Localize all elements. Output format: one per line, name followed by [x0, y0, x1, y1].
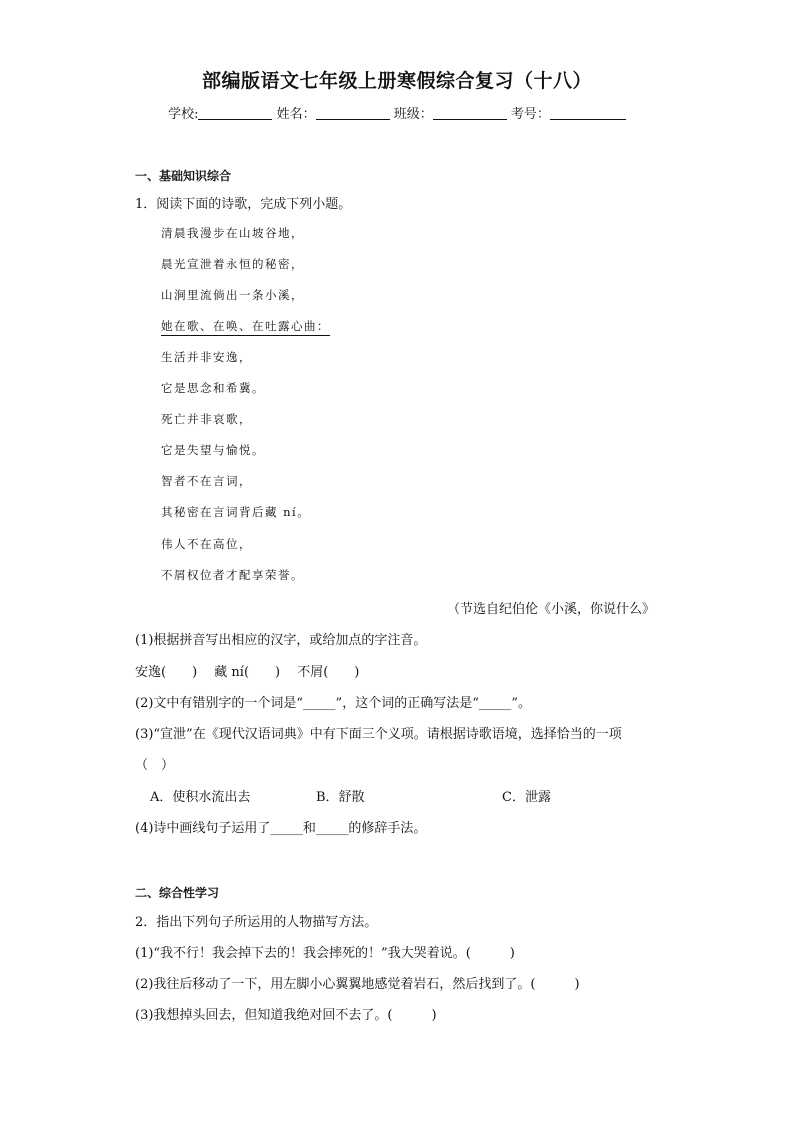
- q1-sub4: (4)诗中画线句子运用了_____和_____的修辞手法。: [135, 821, 427, 836]
- poem-line: 它是失望与愉悦。: [161, 443, 265, 457]
- q1-sub2: (2)文中有错别字的一个词是“_____”，这个词的正确写法是“_____”。: [135, 696, 531, 711]
- option-b: B．舒散: [316, 790, 365, 805]
- class-blank[interactable]: [433, 106, 507, 120]
- class-label: 班级：: [393, 107, 433, 122]
- poem-line: 山涧里流倘出一条小溪，: [161, 288, 304, 302]
- section1-heading: 一、基础知识综合: [135, 169, 232, 183]
- poem-source: （节选自纪伯伦《小溪，你说什么》: [446, 602, 655, 617]
- section2-heading: 二、综合性学习: [135, 886, 220, 900]
- q1-sub3: (3)“宣泄”在《现代汉语词典》中有下面三个义项。请根据诗歌语境，选择恰当的一项: [135, 727, 622, 742]
- poem-line: 伟人不在高位，: [161, 537, 252, 551]
- student-info-line: [0, 103, 794, 122]
- q1-sub1: (1)根据拼音写出相应的汉字，或给加点的字注音。: [135, 633, 427, 648]
- q2-item: (1)“我不行！我会掉下去的！我会摔死的！”我大哭着说。( ): [135, 946, 515, 961]
- q1-sub1-items: 安逸( ) 藏 ní( ) 不屑( ): [135, 665, 360, 680]
- name-label: 姓名：: [276, 107, 316, 122]
- name-blank[interactable]: [316, 106, 390, 120]
- poem-line: 清晨我漫步在山坡谷地，: [161, 226, 304, 240]
- underlined-sentence: 她在歌、在唤、在吐露心曲：: [161, 319, 330, 336]
- q2-item: (3)我想掉头回去，但知道我绝对回不去了。( ): [135, 1008, 437, 1023]
- number-label: 考号：: [510, 107, 550, 122]
- poem-line: 它是思念和希冀。: [161, 381, 265, 395]
- school-blank[interactable]: [198, 106, 272, 120]
- poem-line: 智者不在言词，: [161, 474, 252, 488]
- number-blank[interactable]: [550, 106, 626, 120]
- poem-line-underlined: [161, 318, 330, 334]
- option-a: A．使积水流出去: [150, 790, 251, 805]
- school-label: 学校:: [168, 107, 199, 122]
- q2-item: (2)我往后移动了一下，用左脚小心翼翼地感觉着岩石，然后找到了。( ): [135, 977, 580, 992]
- option-c: C．泄露: [502, 790, 551, 805]
- poem-line: 不屑权位者才配享荣誉。: [161, 568, 304, 582]
- page-title: 部编版语文七年级上册寒假综合复习（十八）: [201, 70, 592, 92]
- poem-line: 其秘密在言词背后藏 ní。: [161, 505, 311, 519]
- poem-line: 死亡并非哀歌，: [161, 412, 252, 426]
- q2-stem: 2．指出下列句子所运用的人物描写方法。: [135, 915, 378, 930]
- poem-line: 晨光宣泄着永恒的秘密，: [161, 257, 304, 271]
- poem-line: 生活并非安逸，: [161, 350, 252, 364]
- q1-sub3-answer-paren: （ ）: [135, 758, 175, 773]
- q1-stem: 1．阅读下面的诗歌，完成下列小题。: [135, 197, 352, 212]
